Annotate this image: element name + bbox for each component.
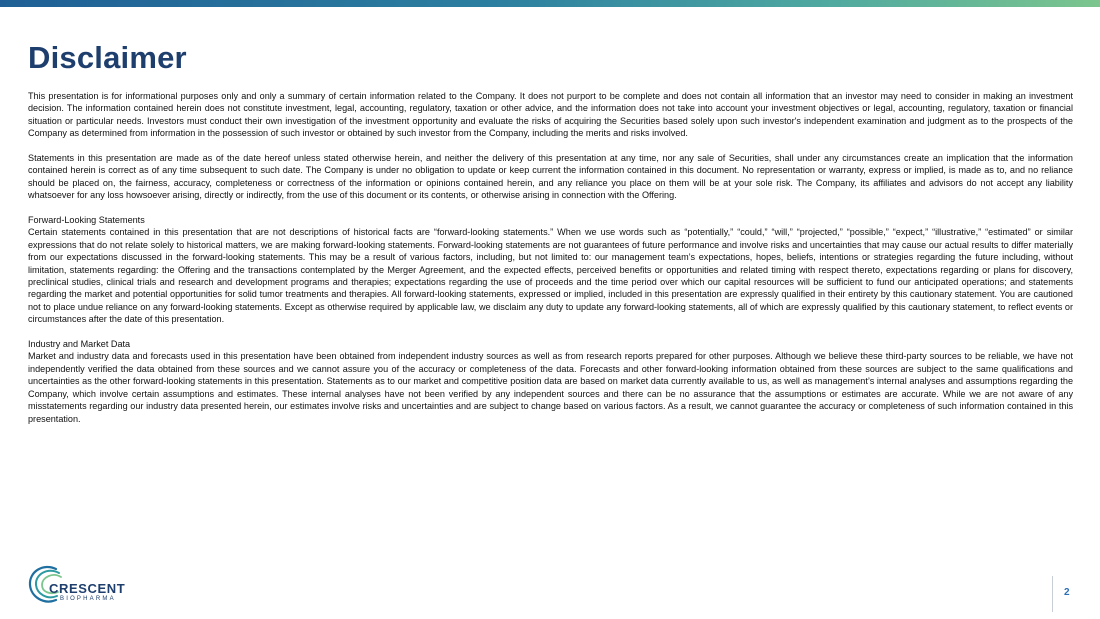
footer-divider xyxy=(1052,576,1053,612)
paragraph-spacer xyxy=(28,326,1073,338)
paragraph-spacer xyxy=(28,202,1073,214)
heading-industry-market-data: Industry and Market Data xyxy=(28,339,131,350)
paragraph-industry-market-data: Market and industry data and forecasts used in this presentation have been obtained from independent industry sources as well as from research reports prepared for other purposes. Although we believe these third-party sources to be reliable, we have not independently verified the data obtained from these sources and we cannot assure you of the accuracy or completeness of the data. Forecasts and other forward-looking information obtained from these sources are subject to the same qualifications and uncertainties as the other forward-looking statements in this presentation. Statements as to our market and competitive position data are based on market data currently available to us, as well as management’s internal analyses and assumptions regarding the Company, which involve certain assumptions and estimates. These internal analyses have not been verified by any independent sources and there can be no assurance that the assumptions or estimates are accurate. While we are not aware of any misstatements regarding our industry data presented herein, our estimates involve risks and uncertainties and are subject to change based on various factors. As a result, we cannot guarantee the accuracy or completeness of such information contained in this presentation. xyxy=(28,351,1073,424)
paragraph-statements: Statements in this presentation are made as of the date hereof unless stated otherwise herein, and neither the delivery of this presentation at any time, nor any sale of Securities, shall under any circumstances create an implication that the information contained herein is correct as of any time subsequent to such date. The Company is under no obligation to update or keep current the information contained in this document. No representation or warranty, express or implied, is made as to, and no reliance should be placed on, the fairness, accuracy, completeness or correctness of the information or opinions contained herein, and any reliance you place on them will be at your sole risk. The Company, its affiliates and advisors do not accept any liability whatsoever for any loss howsoever arising, directly or indirectly, from the use of this document or its contents, or otherwise arising in connection with the Offering. xyxy=(28,153,1073,201)
disclaimer-body xyxy=(28,90,1073,425)
logo-wordmark: CRESCENT xyxy=(49,581,126,596)
top-accent-bar xyxy=(0,0,1100,7)
paragraph-spacer xyxy=(28,140,1073,152)
page-number: 2 xyxy=(1064,587,1070,598)
heading-forward-looking: Forward-Looking Statements xyxy=(28,215,145,226)
page-title: Disclaimer xyxy=(28,40,187,75)
paragraph-forward-looking: Certain statements contained in this presentation that are not descriptions of historical facts are “forward-looking statements.” When we use words such as “potentially,” “could,” “will,” “projected,” “possible,” “expect,” “illustrative,” “estimated” or similar expressions that do not relate solely to historical matters, we are making forward-looking statements. Forward-looking statements are not guarantees of future performance and involve risks and uncertainties that may cause our actual results to differ materially from our expectations discussed in the forward-looking statements. This may be a result of various factors, including, but not limited to: our management team’s expectations, hopes, beliefs, intentions or strategies regarding the future including, without limitation, statements regarding: the Offering and the transactions contemplated by the Merger Agreement, and the expected effects, perceived benefits or opportunities and related timing with respect thereto, expectations regarding or plans for discovery, preclinical studies, clinical trials and research and development programs and therapies; expectations regarding the use of proceeds and the time period over which our capital resources will be sufficient to fund our anticipated operations; and statements regarding the market and potential opportunities for solid tumor treatments and therapies. All forward-looking statements, expressed or implied, included in this presentation are expressly qualified in their entirety by this cautionary statement. You are cautioned not to place undue reliance on any forward-looking statements. Except as otherwise required by applicable law, we disclaim any duty to update any forward-looking statements, all of which are expressly qualified by this cautionary statement, to reflect events or circumstances after the date of this presentation. xyxy=(28,227,1073,325)
logo-subtitle: BIOPHARMA xyxy=(60,596,116,602)
company-logo xyxy=(26,563,138,605)
paragraph-general: This presentation is for informational purposes only and only a summary of certain information related to the Company. It does not purport to be complete and does not contain all information that an investor may need to consider in making an investment decision. The information contained herein does not constitute investment, legal, accounting, regulatory, taxation or other advice, and the information does not take into account your investment objectives or legal, accounting, regulatory, taxation or financial situation or particular needs. Investors must conduct their own investigation of the investment opportunity and evaluate the risks of acquiring the Securities based solely upon such investor's independent examination and judgment as to the prospects of the Company as determined from information in the possession of such investor or obtained by such investor from the Company, including the merits and risks involved. xyxy=(28,91,1073,139)
